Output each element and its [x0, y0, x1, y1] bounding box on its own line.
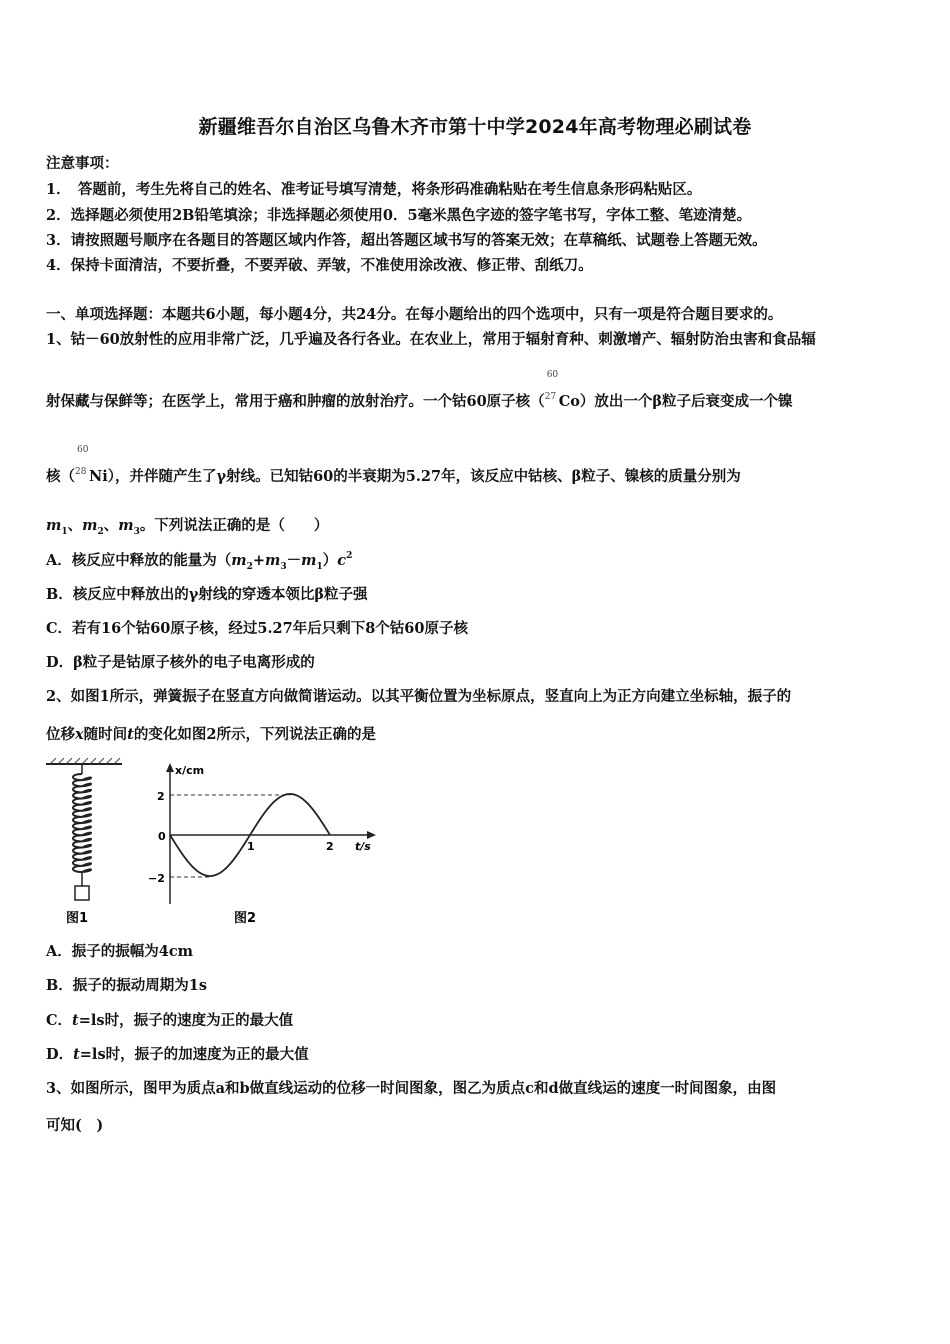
q1-text: ）放出一个β粒子后衰变成一个镍 [579, 393, 793, 410]
ni-atomic-number: 28 [75, 467, 87, 477]
spring-figure [46, 758, 122, 926]
m1: m [301, 552, 317, 569]
sub-1: 1 [61, 526, 68, 537]
figure-2-label: 图2 [234, 911, 257, 926]
q2-option-d [46, 1043, 309, 1064]
q1-option-c: C．若有16个钴60原子核，经过5.27年后只剩下8个钴60原子核 [46, 620, 468, 637]
exponent: 2 [346, 551, 353, 561]
q2-line-1: 2、如图1所示，弹簧振子在竖直方向做简谐运动。以其平衡位置为坐标原点，竖直向上为正方向建立坐标轴，振子的 [46, 688, 792, 705]
m2: m [231, 552, 247, 569]
ni-symbol: Ni [89, 468, 108, 485]
sub: 2 [246, 561, 253, 572]
sub: 3 [280, 561, 287, 572]
sep: 、 [67, 517, 83, 534]
nickel-nuclide [75, 445, 89, 481]
sub: 1 [316, 561, 323, 572]
var-x: x [75, 726, 84, 743]
co-symbol: Co [558, 393, 580, 410]
q1-text: 射保藏与保鲜等；在医学上，常用于癌和肿瘤的放射治疗。一个钴60原子核（ [46, 393, 545, 410]
q2-option-b: B．振子的振动周期为1s [46, 977, 208, 994]
q1-line-1: 1、钴－60放射性的应用非常广泛，几乎遍及各行各业。在农业上，常用于辐射育种、刺激增产、辐射防治虫害和食品辐 [46, 331, 816, 348]
y-axis-label: x/cm [175, 764, 205, 777]
q1-line-3 [46, 445, 741, 486]
notice-item-4: 4．保持卡面清洁，不要折叠，不要弄破、弄皱，不准使用涂改液、修正带、刮纸刀。 [46, 257, 593, 274]
q2-line-2 [46, 723, 376, 744]
var-t: t [73, 1046, 80, 1063]
cobalt-nuclide [544, 370, 559, 406]
notice-item-2: 2．选择题必须使用2B铅笔填涂；非选择题必须使用0．5毫米黑色字迹的签字笔书写，字体工整、笔迹清楚。 [46, 207, 752, 224]
q1-text: ），并伴随产生了γ射线。已知钴60的半衰期为5.27年，该反应中钴核、β粒子、镍核的质量分别为 [107, 468, 741, 485]
opt-text: D． [46, 1046, 74, 1063]
tick-label-0: 0 [158, 830, 166, 843]
section-heading: 一、单项选择题：本题共6小题，每小题4分，共24分。在每小题给出的四个选项中，只有一项是符合题目要求的。 [46, 306, 783, 323]
q1-option-b: B．核反应中释放出的γ射线的穿透本领比β粒子强 [46, 586, 368, 603]
opt-text: C． [46, 1012, 73, 1029]
y-axis-arrow [166, 763, 174, 772]
tick-label-2: 2 [157, 790, 165, 803]
mass-m2: m [82, 517, 98, 534]
q3-line-2: 可知( ) [46, 1117, 104, 1134]
co-mass-number: 60 [546, 370, 559, 380]
figure-1-label: 图1 [66, 911, 89, 926]
q2-option-a: A．振子的振幅为4cm [46, 943, 194, 960]
q2-text: 位移 [46, 726, 75, 743]
opt-text: =ls时，振子的加速度为正的最大值 [79, 1046, 309, 1063]
q1-line-2 [46, 370, 793, 411]
q1-option-a [46, 549, 352, 572]
notice-item-1: 1． 答题前，考生先将自己的姓名、准考证号填写清楚，将条形码准确粘贴在考生信息条形码粘贴区。 [46, 181, 702, 198]
m3: m [265, 552, 281, 569]
xt-graph [148, 763, 376, 926]
sep: 、 [103, 517, 119, 534]
x-axis-arrow [367, 831, 376, 839]
oscillator-block [75, 886, 89, 900]
q1-stem-end: 。下列说法正确的是（ ） [139, 517, 329, 534]
q3-line-1: 3、如图所示，图甲为质点a和b做直线运动的位移一时间图象，图乙为质点c和d做直线运的速度一时间图象，由图 [46, 1080, 777, 1097]
opt-text: =ls时，振子的速度为正的最大值 [78, 1012, 294, 1029]
q1-option-d: D．β粒子是钴原子核外的电子电离形成的 [46, 654, 315, 671]
ni-mass-number: 60 [77, 445, 89, 455]
notice-heading: 注意事项： [46, 155, 119, 172]
tick-label-minus-2: −2 [148, 872, 165, 885]
spring-coil [73, 774, 91, 872]
tick-label-t2: 2 [326, 840, 334, 853]
q2-text: 的变化如图2所示，下列说法正确的是 [133, 726, 376, 743]
paren: ） [322, 552, 338, 569]
q1-line-4 [46, 514, 328, 537]
mass-m3: m [118, 517, 134, 534]
q2-text: 随时间 [83, 726, 128, 743]
speed-of-light: c [337, 552, 347, 569]
q1-text: 核（ [46, 468, 75, 485]
co-atomic-number: 27 [544, 392, 557, 402]
minus: － [286, 552, 302, 569]
x-axis-label: t/s [355, 840, 371, 853]
notice-item-3: 3．请按照题号顺序在各题目的答题区域内作答，超出答题区域书写的答案无效；在草稿纸、试题卷上答题无效。 [46, 232, 767, 249]
sub-3: 3 [133, 526, 140, 537]
opt-text: A．核反应中释放的能量为（ [46, 552, 232, 569]
q2-option-c [46, 1009, 293, 1030]
var-t: t [72, 1012, 79, 1029]
q2-figure [42, 758, 382, 928]
sub-2: 2 [97, 526, 104, 537]
plus: + [252, 552, 266, 569]
mass-m1: m [46, 517, 62, 534]
tick-label-t1: 1 [247, 840, 255, 853]
var-t: t [127, 726, 134, 743]
page-title: 新疆维吾尔自治区乌鲁木齐市第十中学2024年高考物理必刷试卷 [198, 116, 752, 138]
